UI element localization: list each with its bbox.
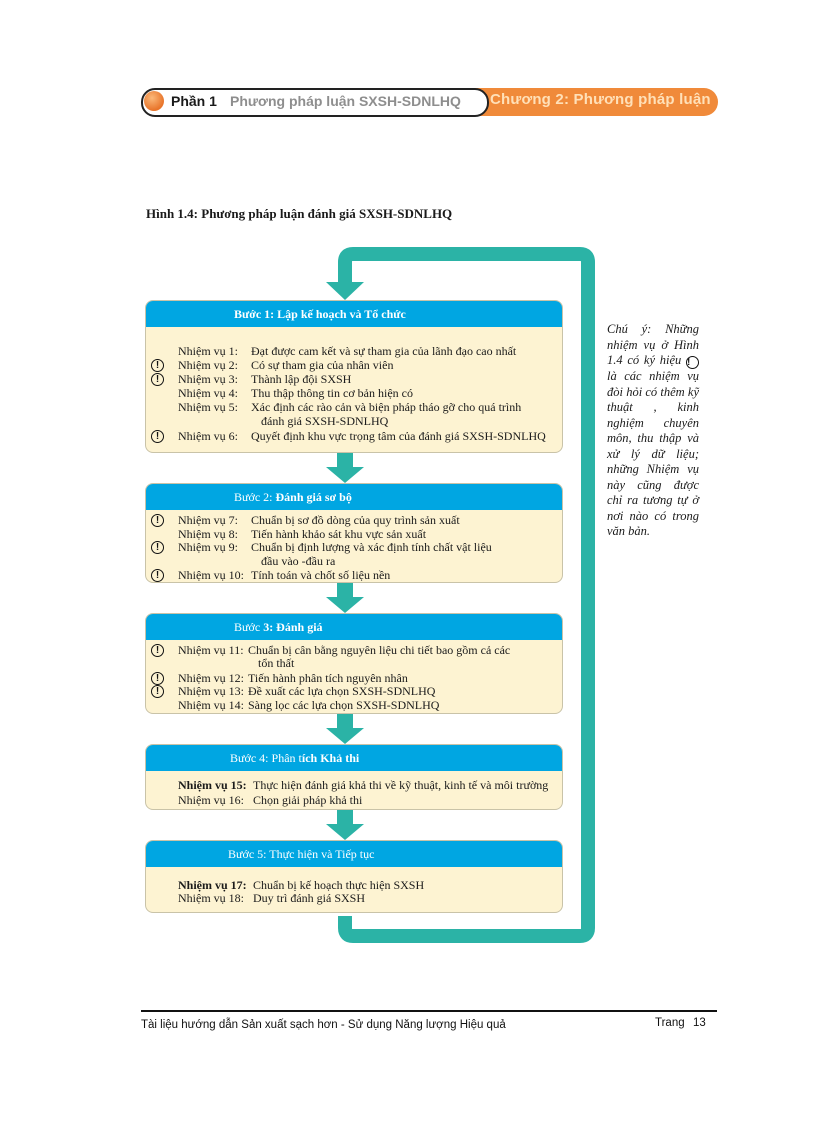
- step-3-box: [145, 613, 563, 714]
- task-15-text: Thực hiện đánh giá khả thi về kỹ thuật, kinh tế và môi trường: [253, 778, 549, 792]
- step-arrow-4: [326, 810, 364, 840]
- step-3-header: [146, 614, 562, 640]
- chapter-title: Chương 2: Phương pháp luận: [490, 91, 711, 108]
- step-4-box: [145, 744, 563, 810]
- step-1-title: Bước 1: Lập kế hoạch và Tổ chức: [234, 307, 406, 321]
- task-5-text: Xác định các rào cản và biện pháp tháo gỡ cho quá trình: [251, 400, 522, 414]
- task-16-label: Nhiệm vụ 16:: [178, 793, 244, 807]
- task-17-text: Chuẩn bị kế hoạch thực hiện SXSH: [253, 878, 425, 892]
- page-label: Trang: [655, 1017, 685, 1029]
- task-2-text: Có sự tham gia của nhân viên: [251, 358, 394, 372]
- task-6-text: Quyết định khu vực trọng tâm của đánh giá SXSH-SDNLHQ: [251, 429, 546, 443]
- step-1-header: [146, 301, 562, 327]
- side-note: [607, 322, 699, 540]
- warning-icon: !: [686, 356, 699, 369]
- step-5-prefix: Bước 5: Thực hiện và Tiếp tục: [228, 847, 375, 861]
- task-5-text-line2: đánh giá SXSH-SDNLHQ: [261, 414, 389, 428]
- step-4-header: [146, 745, 562, 771]
- step-3-prefix: Bước: [234, 620, 264, 634]
- task-4-label: Nhiệm vụ 4:: [178, 386, 238, 400]
- task-14-text: Sàng lọc các lựa chọn SXSH-SDNLHQ: [248, 698, 440, 712]
- task-11-text: Chuẩn bị cân bằng nguyên liệu chi tiết bao gồm cả các: [248, 643, 511, 657]
- step-4-prefix: Bước 4: Phân t: [230, 751, 302, 765]
- task-12-text: Tiến hành phân tích nguyên nhân: [248, 671, 408, 685]
- task-16-text: Chọn giải pháp khả thi: [253, 793, 363, 807]
- task-4-text: Thu thập thông tin cơ bản hiện có: [251, 386, 413, 400]
- task-14-label: Nhiệm vụ 14:: [178, 698, 244, 712]
- page-number: 13: [693, 1017, 706, 1029]
- task-10-label: Nhiệm vụ 10:: [178, 568, 244, 582]
- step-3-title: 3: Đánh giá: [263, 620, 323, 634]
- task-9-label: Nhiệm vụ 9:: [178, 540, 238, 554]
- step-5-header: [146, 841, 562, 867]
- task-13-label: Nhiệm vụ 13:: [178, 684, 244, 698]
- task-9-text: Chuẩn bị định lượng và xác định tính chất vật liệu: [251, 540, 492, 554]
- warning-icon: !: [151, 569, 164, 582]
- task-10-text: Tính toán và chốt số liệu nền: [251, 568, 391, 582]
- task-11-text-line2: tổn thất: [258, 656, 295, 670]
- task-18-text: Duy trì đánh giá SXSH: [253, 891, 365, 905]
- task-7-label: Nhiệm vụ 7:: [178, 513, 238, 527]
- warning-icon: !: [151, 359, 164, 372]
- step-arrow-2: [326, 583, 364, 613]
- task-8-label: Nhiệm vụ 8:: [178, 527, 238, 541]
- step-2-title: Đánh giá sơ bộ: [275, 490, 352, 504]
- step-2-header: [146, 484, 562, 510]
- step-2-prefix: Bước 2:: [234, 490, 276, 504]
- note-text-2: là các nhiệm vụ đòi hỏi có thêm kỹ thuật , kinh nghiệm chuyên môn, thu thập và xử lý dữ liệu; những Nhiệm vụ này cũng được chỉ ra tương tự ở nơi nào có trong văn bản.: [607, 369, 699, 538]
- warning-icon: !: [151, 685, 164, 698]
- task-3-text: Thành lập đội SXSH: [251, 372, 352, 386]
- step-4-title: ích Khả thi: [301, 751, 360, 765]
- note-text-1: Chú ý: Những nhiệm vụ ở Hình 1.4 có ký hiệu: [607, 322, 699, 367]
- step-arrow-3: [326, 714, 364, 744]
- task-17-label: Nhiệm vụ 17:: [178, 878, 247, 892]
- warning-icon: !: [151, 672, 164, 685]
- footer-text: Tài liệu hướng dẫn Sản xuất sạch hơn - Sử dụng Năng lượng Hiệu quả: [141, 1019, 506, 1031]
- step-arrow-1: [326, 453, 364, 483]
- warning-icon: !: [151, 430, 164, 443]
- warning-icon: !: [151, 373, 164, 386]
- task-12-label: Nhiệm vụ 12:: [178, 671, 244, 685]
- task-1-label: Nhiệm vụ 1:: [178, 344, 238, 358]
- part-label: Phần 1: [171, 93, 217, 109]
- task-1-text: Đạt được cam kết và sự tham gia của lãnh đạo cao nhất: [251, 344, 517, 358]
- task-15-label: Nhiệm vụ 15:: [178, 778, 247, 792]
- step-2-box: [145, 483, 563, 583]
- part-title: Phương pháp luận SXSH-SDNLHQ: [230, 93, 461, 109]
- task-13-text: Đề xuất các lựa chọn SXSH-SDNLHQ: [248, 684, 436, 698]
- step-5-box: [145, 840, 563, 913]
- task-3-label: Nhiệm vụ 3:: [178, 372, 238, 386]
- task-9-text-line2: đầu vào -đầu ra: [261, 554, 336, 568]
- footer-rule: [141, 1010, 717, 1012]
- warning-icon: !: [151, 541, 164, 554]
- task-7-text: Chuẩn bị sơ đồ dòng của quy trình sản xuất: [251, 513, 460, 527]
- task-18-label: Nhiệm vụ 18:: [178, 891, 244, 905]
- loop-arrow-head: [326, 282, 364, 300]
- warning-icon: !: [151, 644, 164, 657]
- task-2-label: Nhiệm vụ 2:: [178, 358, 238, 372]
- step-1-box: [145, 300, 563, 453]
- task-8-text: Tiến hành khảo sát khu vực sản xuất: [251, 527, 427, 541]
- task-6-label: Nhiệm vụ 6:: [178, 429, 238, 443]
- task-5-label: Nhiệm vụ 5:: [178, 400, 238, 414]
- task-11-label: Nhiệm vụ 11:: [178, 643, 244, 657]
- warning-icon: !: [151, 514, 164, 527]
- figure-caption: Hình 1.4: Phương pháp luận đánh giá SXSH-SDNLHQ: [146, 206, 453, 221]
